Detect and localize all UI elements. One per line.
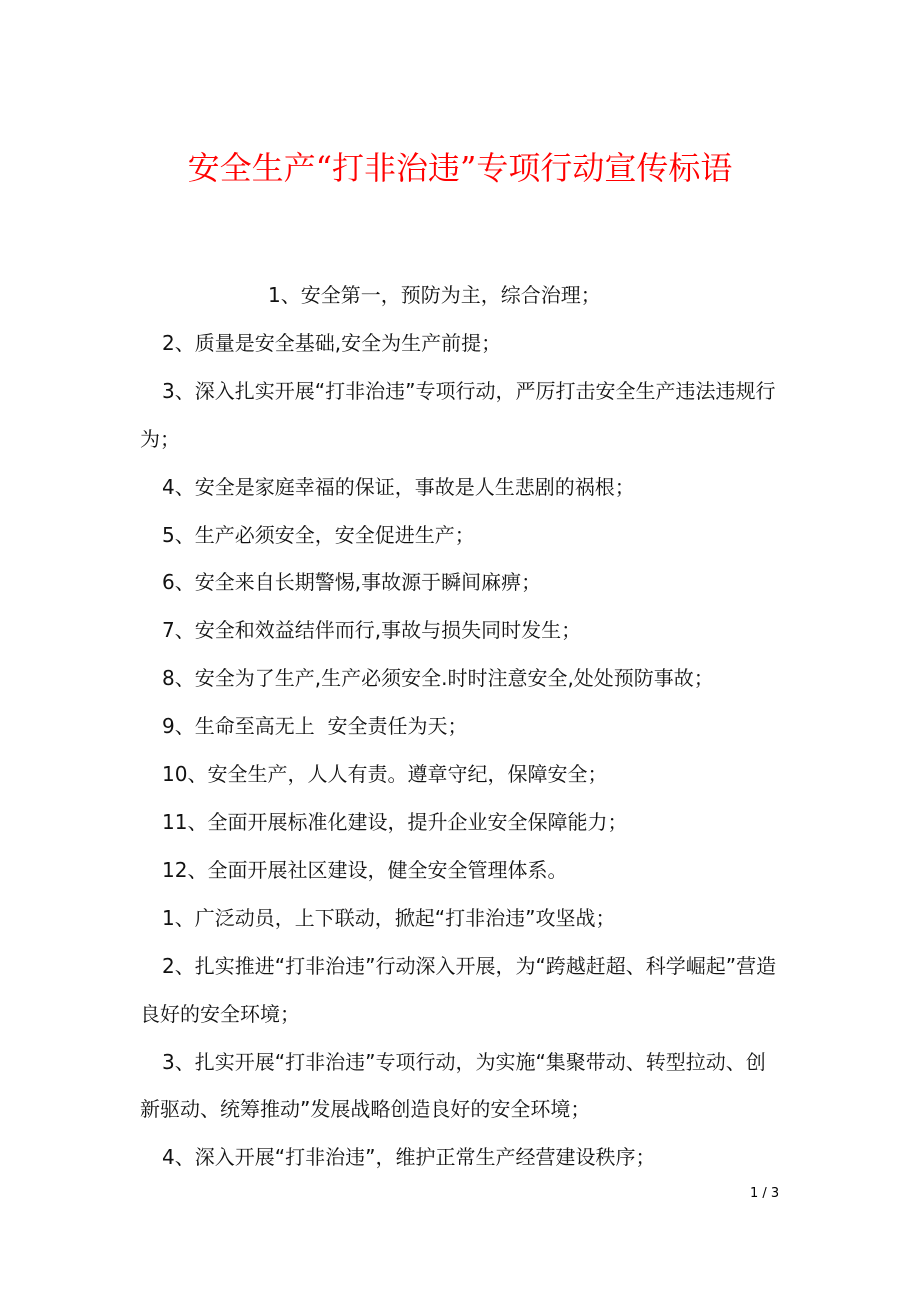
slogan-item: 11、全面开展标准化建设，提升企业安全保障能力； bbox=[162, 809, 628, 834]
slogan-item: 4、安全是家庭幸福的保证，事故是人生悲剧的祸根； bbox=[162, 474, 635, 499]
slogan-item: 6、安全来自长期警惕,事故源于瞬间麻痹； bbox=[162, 570, 542, 595]
slogan-item: 3、深入扎实开展“打非治违”专项行动，严厉打击安全生产违法违规行为； bbox=[140, 378, 776, 451]
page-number: 1 / 3 bbox=[750, 1186, 780, 1201]
slogan-item: 9、生命至高无上 安全责任为天； bbox=[162, 714, 468, 739]
slogan-item: 5、生产必须安全，安全促进生产； bbox=[162, 522, 475, 547]
slogan-item: 12、全面开展社区建设，健全安全管理体系。 bbox=[162, 857, 568, 882]
slogan-item: 1、安全第一，预防为主，综合治理； bbox=[268, 283, 601, 307]
slogan-item: 4、深入开展“打非治违”，维护正常生产经营建设秩序； bbox=[162, 1145, 656, 1170]
slogan-item: 2、扎实推进“打非治违”行动深入开展，为“跨越赶超、科学崛起”营造良好的安全环境； bbox=[140, 953, 777, 1026]
document-body bbox=[140, 272, 785, 1182]
slogan-item: 2、质量是安全基础,安全为生产前提； bbox=[162, 330, 502, 355]
slogan-item: 8、安全为了生产,生产必须安全.时时注意安全,处处预防事故； bbox=[162, 666, 714, 691]
document-title: 安全生产“打非治违”专项行动宣传标语 bbox=[187, 149, 733, 187]
slogan-item: 7、安全和效益结伴而行,事故与损失同时发生； bbox=[162, 618, 582, 643]
slogan-item: 3、扎实开展“打非治违”专项行动，为实施“集聚带动、转型拉动、创新驱动、统筹推动”发展战略创造良好的安全环境； bbox=[140, 1049, 766, 1122]
slogan-item: 10、安全生产，人人有责。遵章守纪，保障安全； bbox=[162, 762, 608, 787]
slogan-item: 1、广泛动员，上下联动，掀起“打非治违”攻坚战； bbox=[162, 905, 616, 930]
